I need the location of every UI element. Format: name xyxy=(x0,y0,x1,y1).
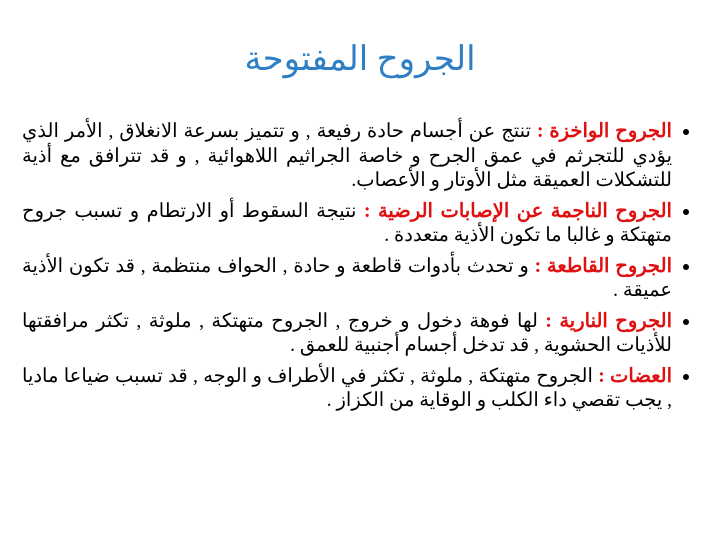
bullet-list xyxy=(22,120,690,420)
bullet-item-bites xyxy=(22,365,672,414)
bullet-term: الجروح الواخزة : xyxy=(536,121,672,142)
bullet-term: العضات : xyxy=(598,365,672,387)
bullet-text: الجروح متهتكة , ملوثة , تكثر في الأطراف و الوجه , قد تسبب ضياعا ماديا , يجب تقصي داء الكلب و الوقاية من الكزاز . xyxy=(22,365,672,411)
bullet-text: لها فوهة دخول و خروج , الجروح متهتكة , ملوثة , تكثر مرافقتها للأذيات الحشوية , قد تدخل أجسام أجنبية للعمق . xyxy=(22,310,672,356)
slide-title: الجروح المفتوحة xyxy=(244,41,476,78)
bullet-term: الجروح النارية : xyxy=(545,310,673,332)
bullet-item-puncture-wounds xyxy=(22,120,672,194)
bullet-text: نتيجة السقوط أو الارتطام و تسبب جروح متهتكة و غالبا ما تكون الأذية متعددة . xyxy=(22,200,672,246)
bullet-text: تنتج عن أجسام حادة رفيعة , و تتميز بسرعة الانغلاق , الأمر الذي يؤدي للتجرثم في عمق الجرح و خاصة الجراثيم اللاهوائية , و قد تترافق مع أذية للتشكلات العميقة مثل الأوتار و الأعصاب. xyxy=(22,121,672,191)
bullet-term: الجروح الناجمة عن الإصابات الرضية : xyxy=(363,200,672,222)
bullet-item-gunshot-wounds xyxy=(22,310,672,359)
bullet-term: الجروح القاطعة : xyxy=(534,255,672,277)
bullet-item-blunt-trauma-wounds xyxy=(22,200,672,249)
bullet-text: و تحدث بأدوات قاطعة و حادة , الحواف منتظمة , قد تكون الأذية عميقة . xyxy=(22,255,672,301)
bullet-item-incised-wounds xyxy=(22,255,672,304)
